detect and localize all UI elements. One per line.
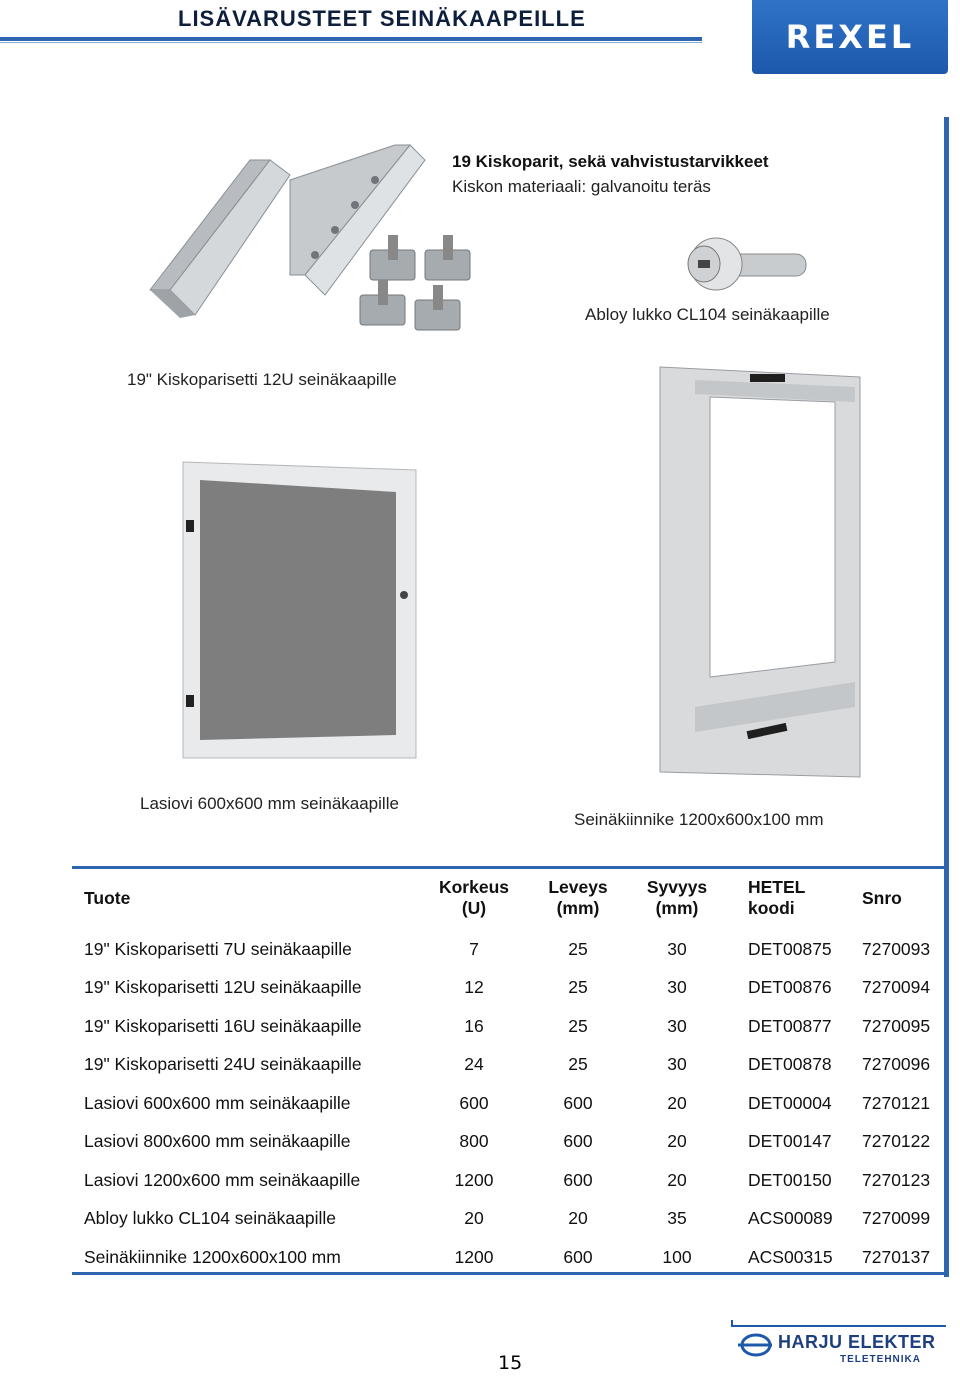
col-header-code-line1: HETEL: [748, 877, 806, 897]
cell-height: 24: [464, 1054, 484, 1075]
lock-image: [676, 232, 811, 297]
cell-snro: 7270122: [862, 1131, 931, 1152]
col-header-code: [722, 866, 844, 930]
cell-product: 19" Kiskoparisetti 12U seinäkaapille: [84, 977, 362, 998]
table-header-row: [72, 866, 944, 930]
rails-set-caption: 19" Kiskoparisetti 12U seinäkaapille: [127, 370, 397, 389]
cell-snro: 7270093: [862, 938, 931, 959]
cell-code: DET00875: [748, 938, 832, 959]
cell-depth: 35: [667, 1208, 687, 1229]
product-table: [72, 866, 944, 1277]
cell-width: 25: [568, 977, 588, 998]
cell-depth: 20: [667, 1131, 687, 1152]
table-row: [72, 1200, 944, 1239]
cell-code: DET00876: [748, 977, 832, 998]
cell-height: 600: [459, 1092, 489, 1113]
cell-snro: 7270121: [862, 1092, 931, 1113]
cell-depth: 30: [667, 938, 687, 959]
table-row: [72, 930, 944, 969]
cell-depth: 20: [667, 1092, 687, 1113]
cell-product: Lasiovi 1200x600 mm seinäkaapille: [84, 1169, 361, 1190]
col-header-width: [524, 866, 632, 930]
cell-code: ACS00315: [748, 1246, 833, 1267]
side-accent-bar: [944, 117, 949, 1277]
harju-name: HARJU ELEKTER: [778, 1332, 936, 1352]
cell-snro: 7270123: [862, 1169, 931, 1190]
col-header-width-line1: Leveys: [548, 877, 608, 897]
col-header-product: Tuote: [84, 887, 131, 908]
col-header-code-line2: koodi: [748, 898, 795, 918]
rexel-logo: [752, 0, 948, 74]
wall-bracket-caption: Seinäkiinnike 1200x600x100 mm: [574, 810, 824, 829]
cell-product: Lasiovi 600x600 mm seinäkaapille: [84, 1092, 351, 1113]
wall-bracket-image: [655, 362, 865, 782]
cell-depth: 100: [662, 1246, 692, 1267]
col-header-snro: Snro: [862, 887, 902, 908]
page-title: LISÄVARUSTEET SEINÄKAAPEILLE: [178, 6, 586, 31]
cell-depth: 30: [667, 977, 687, 998]
col-header-height-line1: Korkeus: [438, 877, 510, 897]
cell-width: 600: [563, 1092, 593, 1113]
cell-code: DET00004: [748, 1092, 832, 1113]
cell-width: 25: [568, 938, 588, 959]
col-header-depth: [632, 866, 722, 930]
cell-width: 20: [568, 1208, 588, 1229]
table-row: [72, 1238, 944, 1277]
cell-width: 600: [563, 1169, 593, 1190]
col-header-height-line2: (U): [461, 898, 487, 918]
col-header-height: [424, 866, 524, 930]
harju-elekter-logo: [730, 1318, 948, 1374]
rail-kit-image: [140, 140, 490, 355]
col-header-depth-line2: (mm): [655, 898, 699, 918]
cell-snro: 7270095: [862, 1015, 931, 1036]
cell-depth: 30: [667, 1054, 687, 1075]
rexel-logo-text: REXEL: [785, 18, 915, 56]
glass-door-caption: Lasiovi 600x600 mm seinäkaapille: [140, 794, 399, 813]
table-row: [72, 969, 944, 1008]
cell-product: Lasiovi 800x600 mm seinäkaapille: [84, 1131, 351, 1152]
cell-code: DET00147: [748, 1131, 832, 1152]
cell-height: 20: [464, 1208, 484, 1229]
cell-height: 7: [469, 938, 479, 959]
cell-snro: 7270094: [862, 977, 931, 998]
cell-product: Abloy lukko CL104 seinäkaapille: [84, 1208, 336, 1229]
glass-door-image: [178, 460, 418, 760]
cell-height: 1200: [454, 1169, 494, 1190]
title-underline-thin: [0, 42, 702, 43]
cell-code: ACS00089: [748, 1208, 833, 1229]
cell-product: 19" Kiskoparisetti 7U seinäkaapille: [84, 938, 352, 959]
table-row: [72, 1084, 944, 1123]
cell-product: 19" Kiskoparisetti 16U seinäkaapille: [84, 1015, 362, 1036]
cell-snro: 7270137: [862, 1246, 931, 1267]
cell-code: DET00878: [748, 1054, 832, 1075]
cell-height: 16: [464, 1015, 484, 1036]
cell-depth: 30: [667, 1015, 687, 1036]
cell-height: 12: [464, 977, 484, 998]
harju-sub: TELETEHNIKA: [840, 1354, 921, 1365]
cell-height: 800: [459, 1131, 489, 1152]
cell-product: 19" Kiskoparisetti 24U seinäkaapille: [84, 1054, 362, 1075]
col-header-depth-line1: Syvyys: [646, 877, 708, 897]
cell-product: Seinäkiinnike 1200x600x100 mm: [84, 1246, 341, 1267]
table-row: [72, 1007, 944, 1046]
cell-depth: 20: [667, 1169, 687, 1190]
cell-snro: 7270099: [862, 1208, 931, 1229]
page-number: 15: [498, 1352, 523, 1374]
col-header-width-line2: (mm): [556, 898, 600, 918]
cell-width: 25: [568, 1015, 588, 1036]
cell-width: 600: [563, 1246, 593, 1267]
rails-material: Kiskon materiaali: galvanoitu teräs: [452, 177, 711, 196]
cell-width: 25: [568, 1054, 588, 1075]
cell-width: 600: [563, 1131, 593, 1152]
cell-snro: 7270096: [862, 1054, 931, 1075]
cell-code: DET00150: [748, 1169, 832, 1190]
rails-title: 19 Kiskoparit, sekä vahvistustarvikkeet: [452, 152, 769, 171]
table-bottom-rule: [72, 1272, 944, 1275]
table-row: [72, 1046, 944, 1085]
cell-code: DET00877: [748, 1015, 832, 1036]
table-row: [72, 1123, 944, 1162]
cell-height: 1200: [454, 1246, 494, 1267]
table-row: [72, 1161, 944, 1200]
title-underline: [0, 37, 702, 41]
lock-caption: Abloy lukko CL104 seinäkaapille: [585, 305, 830, 324]
